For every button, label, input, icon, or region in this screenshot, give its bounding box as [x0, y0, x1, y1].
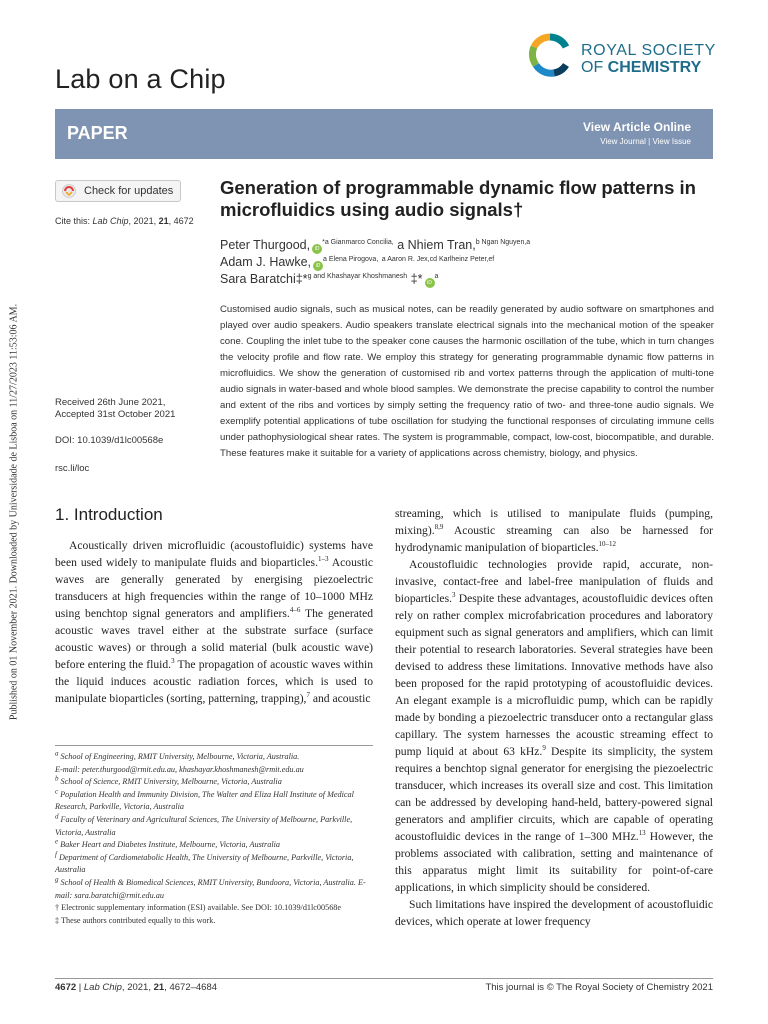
footnote-divider [55, 745, 373, 746]
doi[interactable]: DOI: 10.1039/d1lc00568e [55, 435, 164, 446]
footnote: $^g$ School of Health & Biomedical Sciences, RMIT University, Bundoora, Victoria, Australia. E-mail: sara.baratchi@rmit.edu.au [55, 875, 366, 900]
check-for-updates-button[interactable]: Check for updates [55, 180, 181, 202]
article-type-banner [55, 109, 713, 159]
footnote: $^f$ Department of Cardiometabolic Health, The University of Melbourne, Parkville, Victoria, Australia [55, 850, 354, 875]
view-article-online-link[interactable]: View Article Online [582, 120, 691, 134]
page-footer-right: This journal is © The Royal Society of Chemistry 2021 [485, 982, 713, 993]
page-footer-left: 4672 | Lab Chip, 2021, 21, 4672–4684 [55, 982, 218, 993]
footnote: $^a$ School of Engineering, RMIT University, Melbourne, Victoria, Australia. [55, 749, 300, 761]
footer-divider [55, 978, 713, 979]
article-title: Generation of programmable dynamic flow patterns in microfluidics using audio signals† [220, 177, 696, 220]
view-links: View Journal | View Issue [600, 137, 691, 146]
equal-contribution-note: ‡ These authors contributed equally to this work. [55, 915, 216, 925]
right-column-text: streaming, which is utilised to manipulate fluids (pumping, mixing).$^{8,9}$ Acoustic streaming can also be harnessed for hydrodynamic manipulation of bioparticles.$^{10-12}$ Acoustofluidic technologies provide rapid, accurate, non-invasive, contact-free and label-free manipulation of fluids and bioparticles.$^3$ Despite these advantages, acoustofluidic devices often rely on rather complex microfabrication procedures and laboratory equipment such as signal generators and amplifiers, which can limit their potential to research laboratories. Several strategies have been devised to address these limitations. Innovative methods have also been proposed for the rapid prototyping of acoustofluidic devices. An elegant example is a microfluidic pump, which can be rapidly made by bonding a piezoelectric transducer onto a rectangular glass capillary. The system harnesses the acoustic streaming effect to pump liquid at about 63 kHz.$^9$ Despite its simplicity, the system requires a benchtop signal generator for energising the piezoelectric transducer, which increases its overall size and cost. This limitation can be addressed by developing hand-held, battery-powered signal generators and amplifier circuits, which are capable of operating acoustofluidic devices in the range of 1–300 MHz.$^{13}$ However, the problems associated with calibration, setting and maintenance of this apparatus might limit its suitability for point-of-care applications, in which simplicity should be considered. Such limitations have inspired the development of acoustofluidic devices, which operate at lower frequency [395, 507, 714, 928]
view-journal-link[interactable]: View Journal [600, 137, 646, 146]
check-updates-icon [62, 184, 76, 198]
orcid-icon[interactable]: iD [312, 244, 322, 254]
footnote: $^b$ School of Science, RMIT University, Melbourne, Victoria, Australia [55, 774, 282, 787]
left-column-text: Acoustically driven microfluidic (acoustofluidic) systems have been used widely to manipulate fluids and bioparticles.$^{1-3}$ Acoustic waves are generally generated by energising piezoelectric transducers at high frequencies within the range of 10–1000 MHz using benchtop signal generators and amplifiers.$^{4-6}$ The generated acoustic waves travel either at the substrate surface (surface acoustic waves) or through a solid material (bulk acoustic wave) before entering the fluid.$^3$ The propagation of acoustic waves within the liquid induces acoustic radiation forces, which is used to manipulate bioparticles (sorting, patterning, trapping),$^7$ and acoustic [55, 539, 374, 705]
orcid-icon[interactable]: iD [313, 261, 323, 271]
abstract: Customised audio signals, such as musical notes, can be readily generated by audio software on smartphones and played over audio speakers. Audio speakers translate electrical signals into the mechanical motion of the speaker cone. Coupling the inlet tube to the speaker cone causes the harmonic oscillation of the tube, which in turn changes the velocity profile and flow rate. We employ this strategy for generating programmable dynamic flow patterns in microfluidics. We show the generation of customised rib and vortex patterns through the application of multi-tone audio signals in water-based and whole blood samples. We demonstrate the precise capability to control the number and extent of the ribs and vortices by simply setting the frequency ratio of two- and three-tone audio signals. We exemplify potential applications of tube oscillation for studying the functional responses of circulating immune cells under pathophysiological shear rates. The system is programmable, compact, low-cost, biocompatible, and durable. These features make it suitable for a variety of applications across chemistry, biology, and physics. [220, 304, 714, 459]
rsc-logo-icon [528, 33, 572, 77]
article-type-label: PAPER [67, 123, 128, 143]
orcid-icon[interactable]: iD [425, 278, 435, 288]
journal-link[interactable]: rsc.li/loc [55, 463, 90, 474]
journal-title: Lab on a Chip [55, 64, 226, 94]
received-dates: Received 26th June 2021, Accepted 31st October 2021 [55, 397, 176, 420]
citation: Cite this: Lab Chip, 2021, 21, 4672 [55, 216, 194, 226]
view-issue-link[interactable]: View Issue [652, 137, 691, 146]
section-heading: 1. Introduction [55, 505, 163, 524]
footnotes [55, 751, 373, 927]
footnote: $^e$ Baker Heart and Diabetes Institute, Melbourne, Victoria, Australia [55, 837, 280, 850]
publisher-name: ROYAL SOCIETY OF CHEMISTRY [581, 42, 716, 76]
footnote: $^d$ Faculty of Veterinary and Agricultural Sciences, The University of Melbourne, Parkville, Victoria, Australia [55, 812, 353, 837]
footnote: $^c$ Population Health and Immunity Division, The Walter and Eliza Hall Institute of Medical Research, Parkville, Victoria, Australia [55, 787, 354, 812]
footnote: E-mail: peter.thurgood@rmit.edu.au, khashayar.khoshmanesh@rmit.edu.au [55, 764, 304, 774]
author-list: Peter Thurgood, $iD^{*a Gianmarco Concilia,}$ a Nhiem Tran,$^{b Ngan Nguyen,a}$ Adam J. Hawke, $iD^{a Elena Pirogova,}$ $^{a Aaron R. Jex,cd Karlheinz Peter,ef}$ Sara Baratchi‡*$^{g and Khashayar Khoshmanesh}$ ‡* $iD^a$ [220, 238, 531, 286]
esi-note: † Electronic supplementary information (ESI) available. See DOI: 10.1039/d1lc00568e [55, 903, 342, 913]
